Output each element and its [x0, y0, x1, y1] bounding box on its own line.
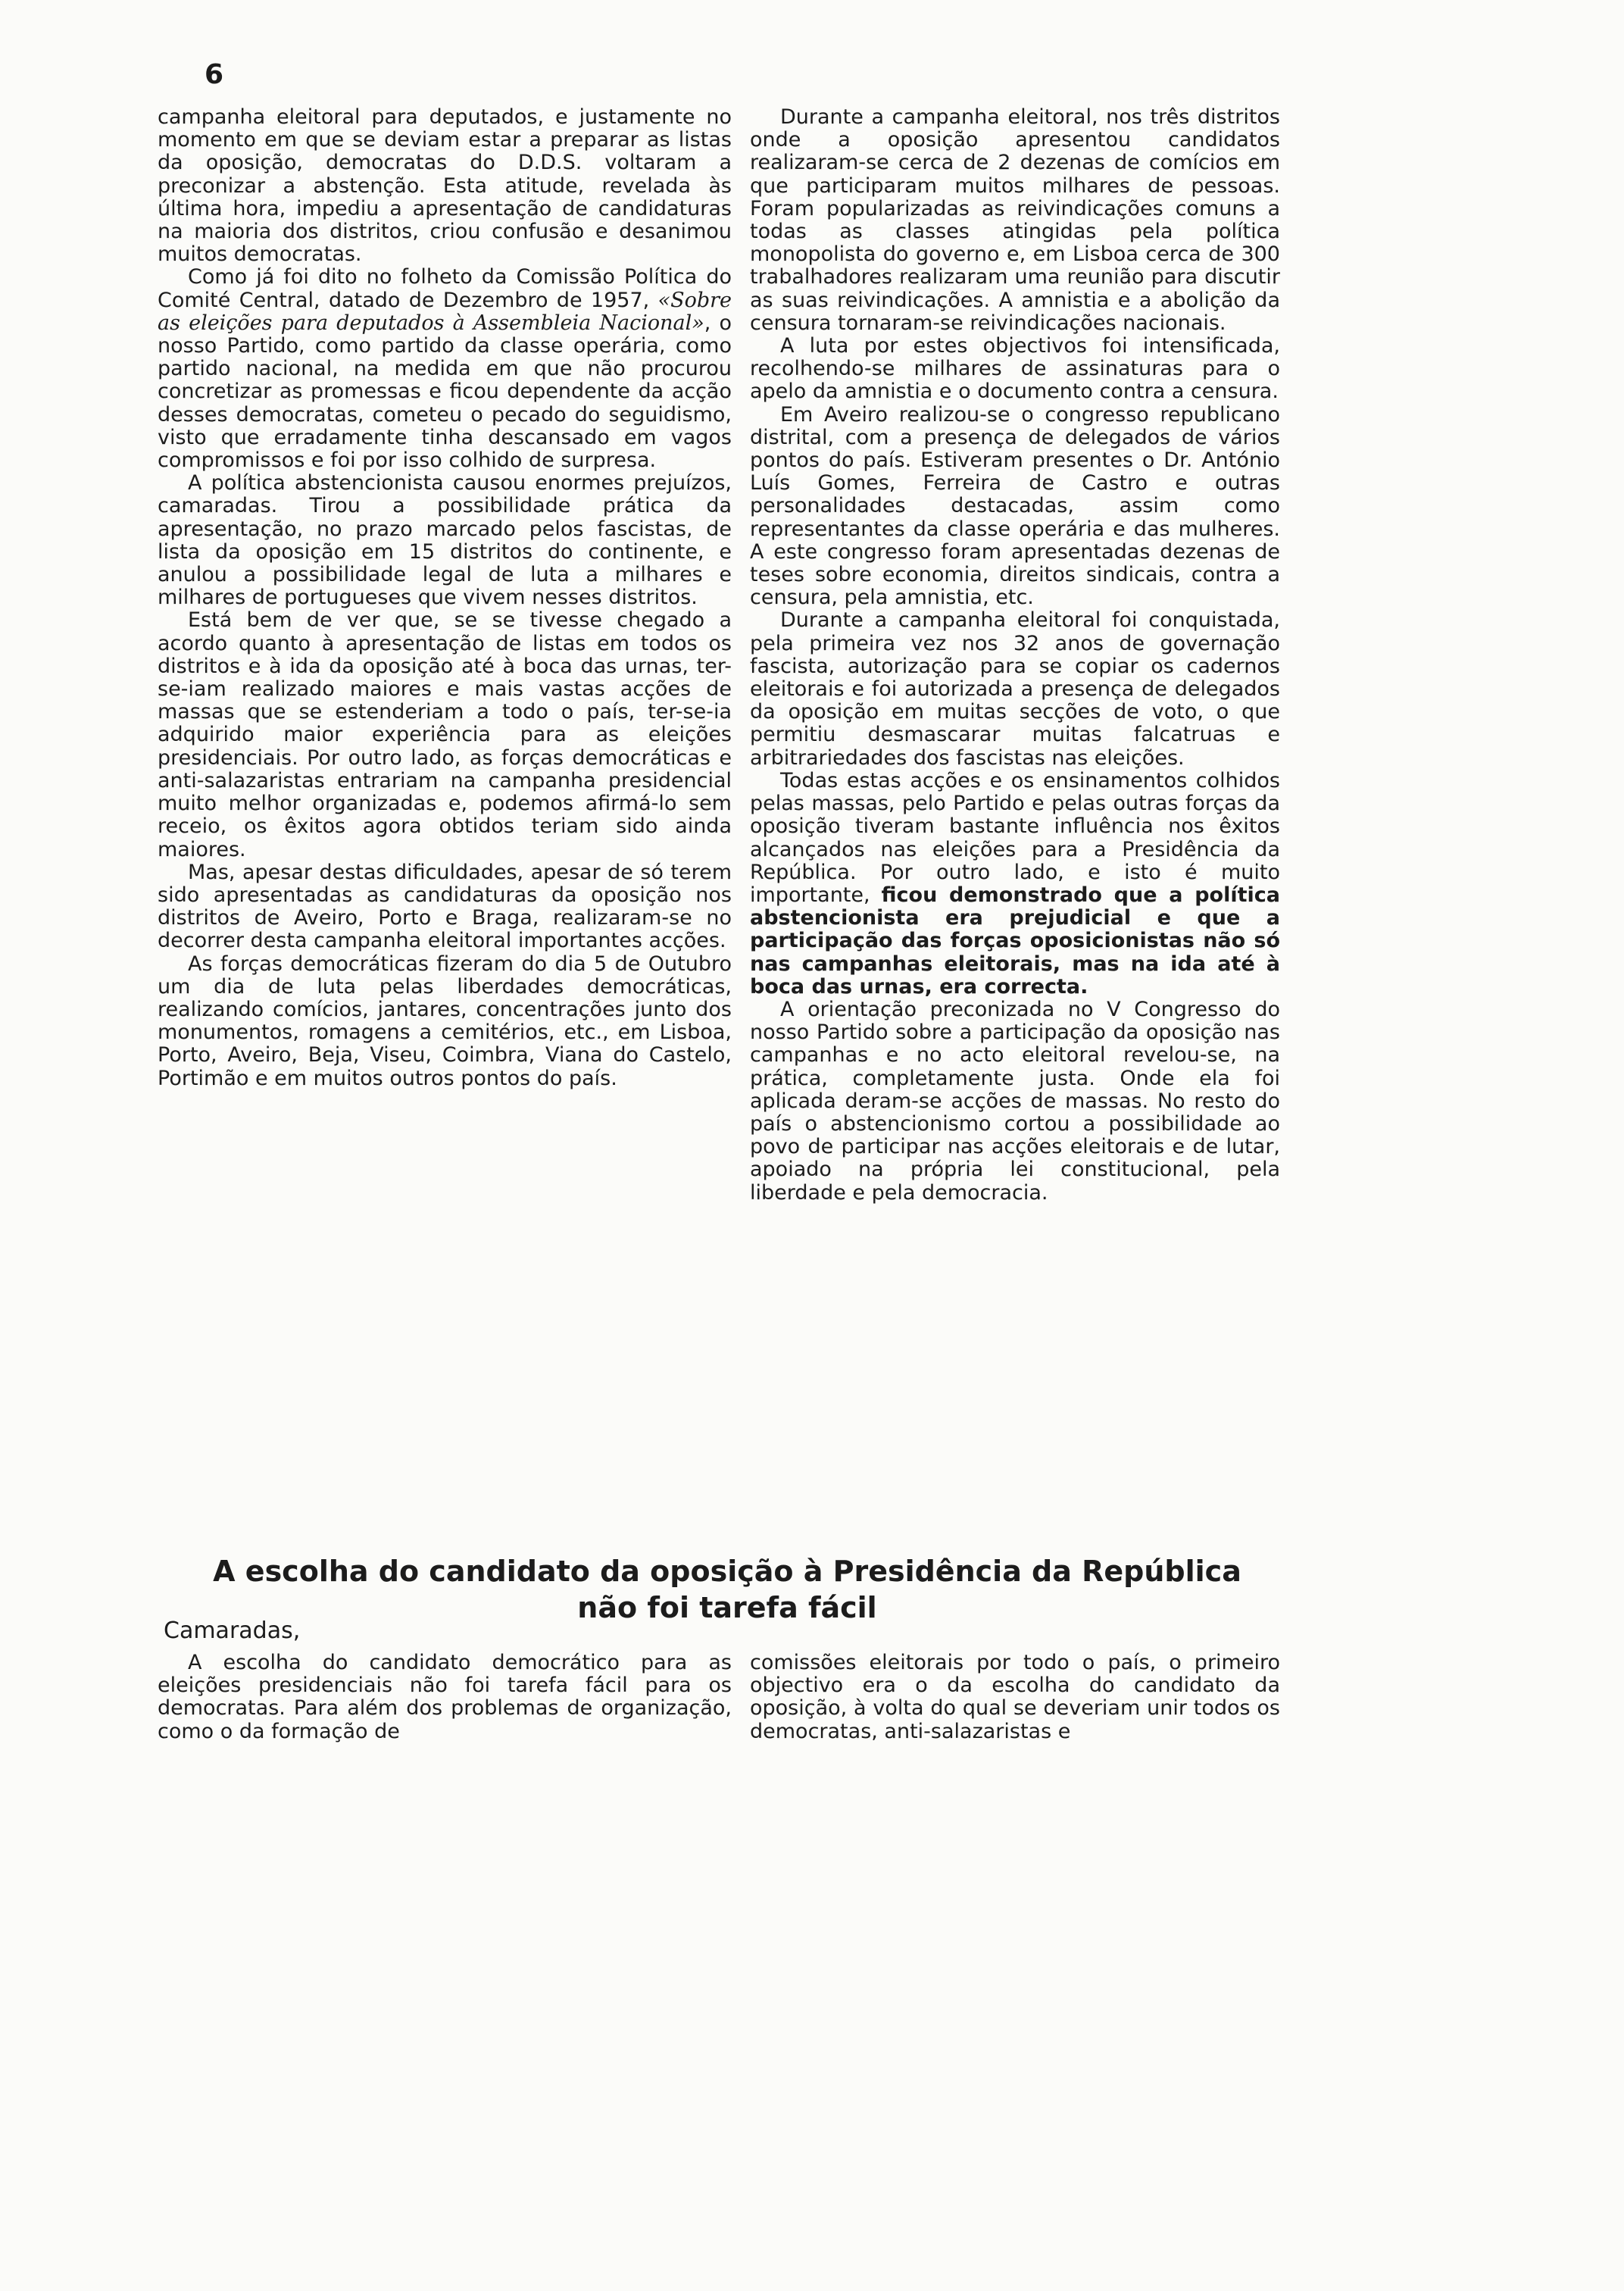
section-title [167, 1553, 1288, 1626]
paragraph-text: Todas estas acções e os ensinamentos colhidos pelas massas, pelo Partido e pelas outras forças da oposição tiveram bastante influência nos êxitos alcançados nas eleições para a Presidência da República. Por outro lado, e isto é muito importante, [750, 768, 1280, 907]
paragraph: campanha eleitoral para deputados, e justamente no momento em que se deviam estar a preparar as listas da oposição, democratas do D.D.S. voltaram a preconizar a abstenção. Esta atitude, revelada às última hora, impediu a apresentação de candidaturas na maioria dos distritos, criou confusão e desanimou muitos democratas. [158, 105, 732, 267]
paragraph-text: Como já foi dito no folheto da Comissão Política do Comité Central, datado de Dezembro de 1957, [158, 265, 732, 312]
paragraph: Durante a campanha eleitoral foi conquistada, pela primeira vez nos 32 anos de governação fascista, autorização para se copiar os cadernos eleitorais e foi autorizada a presença de delegados da oposição em muitas secções de voto, o que permitiu desmascarar muitas falcatruas e arbitrariedades dos fascistas nas eleições. [750, 608, 1280, 770]
right-column [750, 106, 1280, 1205]
paragraph [158, 266, 732, 472]
paragraph: comissões eleitorais por todo o país, o primeiro objectivo era o da escolha do candidato da oposição, à volta do qual se deveriam unir todos os democratas, anti-salazaristas e [750, 1651, 1280, 1743]
left-column-bottom [158, 1652, 732, 1743]
paragraph: As forças democráticas fizeram do dia 5 de Outubro um dia de luta pelas liberdades democráticas, realizando comícios, jantares, concentrações junto dos monumentos, romagens a cemitérios, etc., em Lisboa, Porto, Aveiro, Beja, Viseu, Coimbra, Viana do Castelo, Portimão e em muitos outros pontos do país. [158, 952, 732, 1090]
paragraph-text: , o nosso Partido, como partido da classe operária, como partido nacional, na medida em que não procurou concretizar as promessas e ficou dependente da acção desses democratas, cometeu o pecado do seguidismo, visto que erradamente tinha descansado em vagos compromissos e foi por isso colhido de surpresa. [158, 311, 732, 473]
booklet-title: «Sobre as eleições para deputados à Assembleia Nacional» [158, 288, 732, 335]
paragraph: A política abstencionista causou enormes prejuízos, camaradas. Tirou a possibilidade prática da apresentação, no prazo marcado pelos fascistas, de lista da oposição em 15 distritos do continente, e anulou a possibilidade legal de luta a milhares e milhares de portugueses que vivem nesses distritos. [158, 471, 732, 610]
left-column [158, 106, 732, 1090]
section-title-line: não foi tarefa fácil [577, 1591, 877, 1624]
paragraph: A luta por estes objectivos foi intensificada, recolhendo-se milhares de assinaturas para o apelo da amnistia e o documento contra a censura. [750, 334, 1280, 404]
paragraph [750, 770, 1280, 999]
right-column-bottom [750, 1652, 1280, 1743]
section-title-line: A escolha do candidato da oposição à Presidência da República [213, 1555, 1241, 1588]
salutation: Camaradas, [164, 1617, 301, 1644]
paragraph: Está bem de ver que, se se tivesse chegado a acordo quanto à apresentação de listas em todos os distritos e à ida da oposição até à boca das urnas, ter-se-iam realizado maiores e mais vastas acções de massas que se estenderiam a todo o país, ter-se-ia adquirido maior experiência para as eleições presidenciais. Por outro lado, as forças democráticas e anti-salazaristas entrariam na campanha presidencial muito melhor organizadas e, podemos afirmá-lo sem receio, os êxitos agora obtidos teriam sido ainda maiores. [158, 608, 732, 861]
page-number: 6 [205, 59, 224, 90]
paragraph: Em Aveiro realizou-se o congresso republicano distrital, com a presença de delegados de vários pontos do país. Estiveram presentes o Dr. António Luís Gomes, Ferreira de Castro e outras personalidades destacadas, assim como representantes da classe operária e das mulheres. A este congresso foram apresentadas dezenas de teses sobre economia, direitos sindicais, contra a censura, pela amnistia, etc. [750, 402, 1280, 610]
paragraph: A orientação preconizada no V Congresso do nosso Partido sobre a participação da oposição nas campanhas e no acto eleitoral revelou-se, na prática, completamente justa. Onde ela foi aplicada deram-se acções de massas. No resto do país o abstencionismo cortou a possibilidade ao povo de participar nas acções eleitorais e de lutar, apoiado na própria lei constitucional, pela liberdade e pela democracia. [750, 997, 1280, 1205]
bold-statement: ficou demonstrado que a política abstencionista era prejudicial e que a participação das forças oposicionistas não só nas campanhas eleitorais, mas na ida até à boca das urnas, era correcta. [750, 883, 1280, 999]
paragraph: Mas, apesar destas dificuldades, apesar de só terem sido apresentadas as candidaturas da oposição nos distritos de Aveiro, Porto e Braga, realizaram-se no decorrer desta campanha eleitoral importantes acções. [158, 860, 732, 953]
paragraph: Durante a campanha eleitoral, nos três distritos onde a oposição apresentou candidatos realizaram-se cerca de 2 dezenas de comícios em que participaram muitos milhares de pessoas. Foram popularizadas as reivindicações comuns a todas as classes atingidas pela política monopolista do governo e, em Lisboa cerca de 300 trabalhadores realizaram uma reunião para discutir as suas reivindicações. A amnistia e a abolição da censura tornaram-se reivindicações nacionais. [750, 105, 1280, 335]
paragraph: A escolha do candidato democrático para as eleições presidenciais não foi tarefa fácil para os democratas. Para além dos problemas de organização, como o da formação de [158, 1651, 732, 1743]
